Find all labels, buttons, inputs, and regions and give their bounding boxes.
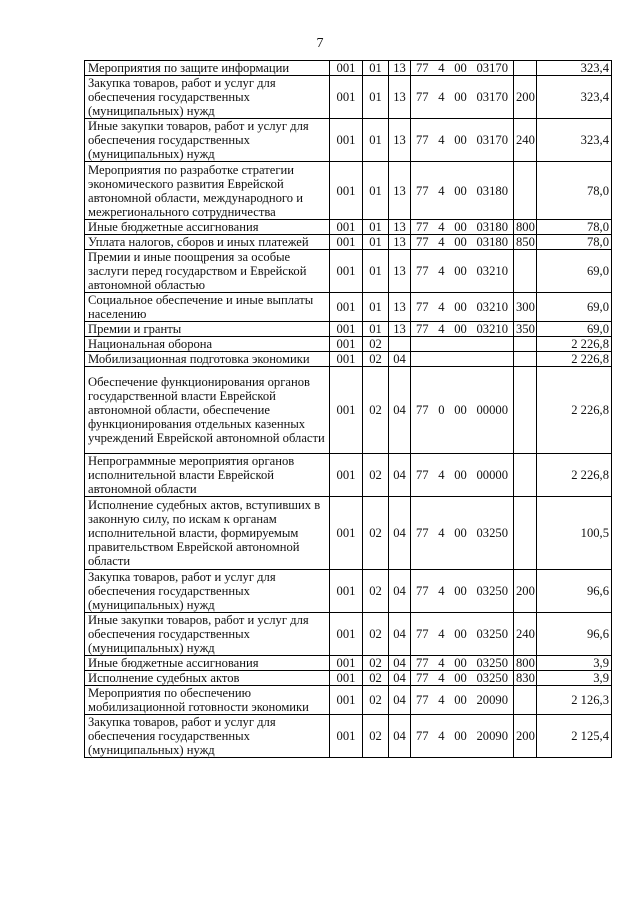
code-part: 77 (416, 322, 429, 336)
row-pr: 13 (389, 250, 411, 293)
code-part: 00 (454, 729, 467, 743)
row-sum: 100,5 (537, 497, 612, 570)
row-ved: 001 (330, 656, 363, 671)
table-row (85, 454, 612, 497)
code-part: 03250 (476, 584, 508, 598)
row-name: Мероприятия по защите информации (85, 61, 330, 76)
code-part: 77 (416, 300, 429, 314)
row-pr: 04 (389, 454, 411, 497)
row-name: Мобилизационная подготовка экономики (85, 352, 330, 367)
row-rz: 02 (363, 454, 389, 497)
row-pr: 13 (389, 119, 411, 162)
row-ved: 001 (330, 367, 363, 454)
target-article-code (413, 671, 511, 685)
code-part: 03180 (476, 235, 508, 249)
code-part: 00000 (476, 468, 508, 482)
row-pr: 04 (389, 570, 411, 613)
code-part: 4 (438, 671, 445, 685)
row-rz: 01 (363, 61, 389, 76)
table-row (85, 162, 612, 220)
code-part: 4 (438, 468, 445, 482)
table-row (85, 352, 612, 367)
row-ved: 001 (330, 76, 363, 119)
code-part: 77 (416, 584, 429, 598)
row-name: Премии и иные поощрения за особые заслуги перед государством и Еврейской автономной областью (85, 250, 330, 293)
code-part: 77 (416, 526, 429, 540)
row-vr: 850 (514, 235, 537, 250)
row-rz: 01 (363, 220, 389, 235)
code-part: 77 (416, 133, 429, 147)
code-part: 03180 (476, 183, 508, 198)
code-part: 00 (454, 656, 467, 670)
table-row (85, 570, 612, 613)
row-sum: 2 226,8 (537, 454, 612, 497)
row-cs (411, 162, 514, 220)
row-sum: 2 126,3 (537, 686, 612, 715)
row-ved: 001 (330, 61, 363, 76)
target-article-code (413, 627, 511, 641)
code-part: 4 (438, 133, 445, 147)
target-article-code (413, 403, 511, 417)
row-name: Социальное обеспечение и иные выплаты населению (85, 293, 330, 322)
code-part: 4 (438, 300, 445, 314)
row-ved: 001 (330, 570, 363, 613)
row-name: Закупка товаров, работ и услуг для обеспечения государственных (муниципальных) нужд (85, 715, 330, 758)
row-pr: 13 (389, 76, 411, 119)
code-part: 03250 (476, 526, 508, 540)
row-rz: 02 (363, 613, 389, 656)
row-name: Уплата налогов, сборов и иных платежей (85, 235, 330, 250)
row-sum: 69,0 (537, 250, 612, 293)
row-rz: 02 (363, 715, 389, 758)
row-rz: 01 (363, 322, 389, 337)
row-vr (514, 686, 537, 715)
row-pr: 13 (389, 293, 411, 322)
row-rz: 02 (363, 671, 389, 686)
row-sum: 2 125,4 (537, 715, 612, 758)
table-row (85, 686, 612, 715)
code-part: 03250 (476, 627, 508, 641)
table-row (85, 367, 612, 454)
row-pr: 04 (389, 656, 411, 671)
row-rz: 02 (363, 337, 389, 352)
table-row (85, 235, 612, 250)
code-part: 4 (438, 526, 445, 540)
row-vr: 350 (514, 322, 537, 337)
table-row (85, 119, 612, 162)
row-sum: 78,0 (537, 235, 612, 250)
code-part: 00 (454, 468, 467, 482)
code-part: 00 (454, 526, 467, 540)
code-part: 77 (416, 264, 429, 278)
row-name: Иные бюджетные ассигнования (85, 656, 330, 671)
row-rz: 01 (363, 119, 389, 162)
row-vr: 800 (514, 656, 537, 671)
code-part: 4 (438, 584, 445, 598)
row-rz: 01 (363, 293, 389, 322)
target-article-code (413, 133, 511, 147)
row-name: Иные закупки товаров, работ и услуг для обеспечения государственных (муниципальных) нужд (85, 613, 330, 656)
row-rz: 01 (363, 235, 389, 250)
code-part: 00 (454, 627, 467, 641)
code-part: 03170 (476, 90, 508, 104)
row-cs (411, 613, 514, 656)
target-article-code (413, 656, 511, 670)
code-part: 4 (438, 627, 445, 641)
row-sum: 2 226,8 (537, 367, 612, 454)
row-vr (514, 162, 537, 220)
row-pr: 04 (389, 671, 411, 686)
code-part: 77 (416, 61, 429, 75)
row-vr (514, 497, 537, 570)
table-row (85, 656, 612, 671)
row-vr (514, 61, 537, 76)
row-rz: 01 (363, 162, 389, 220)
row-ved: 001 (330, 497, 363, 570)
target-article-code (413, 264, 511, 278)
target-article-code (413, 61, 511, 75)
table-row (85, 322, 612, 337)
row-sum: 323,4 (537, 119, 612, 162)
target-article-code (413, 468, 511, 482)
code-part: 77 (416, 90, 429, 104)
row-pr: 04 (389, 613, 411, 656)
row-pr: 04 (389, 367, 411, 454)
code-part: 00 (454, 693, 467, 707)
row-pr: 04 (389, 686, 411, 715)
table-row (85, 613, 612, 656)
row-cs (411, 570, 514, 613)
row-ved: 001 (330, 671, 363, 686)
row-vr: 200 (514, 76, 537, 119)
row-ved: 001 (330, 686, 363, 715)
target-article-code (413, 584, 511, 598)
code-part: 4 (438, 183, 445, 198)
row-vr: 800 (514, 220, 537, 235)
row-rz: 02 (363, 367, 389, 454)
row-vr: 200 (514, 570, 537, 613)
row-rz: 02 (363, 497, 389, 570)
row-sum: 69,0 (537, 322, 612, 337)
budget-table (84, 60, 612, 758)
code-part: 77 (416, 627, 429, 641)
table-row (85, 671, 612, 686)
code-part: 00 (454, 133, 467, 147)
code-part: 77 (416, 220, 429, 234)
row-rz: 02 (363, 656, 389, 671)
row-pr: 13 (389, 235, 411, 250)
row-name: Исполнение судебных актов, вступивших в законную силу, по искам к органам исполнительной власти, формируемым правительством Еврейской автономной области (85, 497, 330, 570)
row-vr (514, 337, 537, 352)
table-row (85, 61, 612, 76)
row-ved: 001 (330, 162, 363, 220)
code-part: 00 (454, 584, 467, 598)
table-row (85, 220, 612, 235)
target-article-code (413, 90, 511, 104)
row-cs (411, 250, 514, 293)
row-cs (411, 715, 514, 758)
row-sum: 96,6 (537, 613, 612, 656)
row-vr: 200 (514, 715, 537, 758)
row-sum: 323,4 (537, 61, 612, 76)
row-vr (514, 352, 537, 367)
row-cs (411, 322, 514, 337)
code-part: 00 (454, 220, 467, 234)
row-name: Закупка товаров, работ и услуг для обеспечения государственных (муниципальных) нужд (85, 570, 330, 613)
row-ved: 001 (330, 119, 363, 162)
row-pr: 04 (389, 715, 411, 758)
code-part: 03210 (476, 264, 508, 278)
page-number: 7 (316, 36, 324, 51)
table-row (85, 715, 612, 758)
code-part: 4 (438, 693, 445, 707)
row-rz: 01 (363, 250, 389, 293)
row-cs (411, 61, 514, 76)
code-part: 4 (438, 235, 445, 249)
row-vr: 300 (514, 293, 537, 322)
code-part: 00 (454, 403, 467, 417)
row-pr: 04 (389, 352, 411, 367)
row-ved: 001 (330, 235, 363, 250)
row-name: Обеспечение функционирования органов государственной власти Еврейской автономной области, обеспечение функционирования отдельных казенных учреждений Еврейской автономной области (85, 367, 330, 454)
row-sum: 3,9 (537, 671, 612, 686)
target-article-code (413, 693, 511, 707)
row-ved: 001 (330, 454, 363, 497)
row-rz: 02 (363, 686, 389, 715)
code-part: 77 (416, 671, 429, 685)
row-sum: 323,4 (537, 76, 612, 119)
table-row (85, 76, 612, 119)
code-part: 4 (438, 656, 445, 670)
code-part: 03170 (476, 133, 508, 147)
code-part: 20090 (476, 729, 508, 743)
row-cs (411, 337, 514, 352)
code-part: 03210 (476, 322, 508, 336)
code-part: 77 (416, 403, 429, 417)
code-part: 03170 (476, 61, 508, 75)
code-part: 03250 (476, 671, 508, 685)
row-name: Мероприятия по обеспечению мобилизационной готовности экономики (85, 686, 330, 715)
code-part: 00 (454, 183, 467, 198)
code-part: 03210 (476, 300, 508, 314)
table-body (85, 61, 612, 758)
row-name: Исполнение судебных актов (85, 671, 330, 686)
code-part: 77 (416, 729, 429, 743)
code-part: 77 (416, 656, 429, 670)
row-ved: 001 (330, 613, 363, 656)
target-article-code (413, 235, 511, 249)
row-vr (514, 454, 537, 497)
code-part: 77 (416, 468, 429, 482)
code-part: 00 (454, 300, 467, 314)
target-article-code (413, 300, 511, 314)
row-name: Национальная оборона (85, 337, 330, 352)
target-article-code (413, 526, 511, 540)
row-vr (514, 250, 537, 293)
code-part: 00 (454, 61, 467, 75)
code-part: 4 (438, 61, 445, 75)
row-ved: 001 (330, 293, 363, 322)
row-vr (514, 367, 537, 454)
row-vr: 240 (514, 613, 537, 656)
code-part: 00 (454, 90, 467, 104)
row-cs (411, 497, 514, 570)
row-cs (411, 293, 514, 322)
code-part: 00 (454, 264, 467, 278)
row-pr: 13 (389, 61, 411, 76)
row-ved: 001 (330, 322, 363, 337)
row-ved: 001 (330, 352, 363, 367)
table-row (85, 337, 612, 352)
row-vr: 240 (514, 119, 537, 162)
code-part: 00000 (476, 403, 508, 417)
row-rz: 01 (363, 76, 389, 119)
code-part: 4 (438, 90, 445, 104)
code-part: 00 (454, 235, 467, 249)
target-article-code (413, 184, 511, 198)
row-pr: 04 (389, 497, 411, 570)
row-pr (389, 337, 411, 352)
row-sum: 96,6 (537, 570, 612, 613)
row-sum: 2 226,8 (537, 337, 612, 352)
table-row (85, 250, 612, 293)
row-sum: 3,9 (537, 656, 612, 671)
row-ved: 001 (330, 220, 363, 235)
row-name: Иные бюджетные ассигнования (85, 220, 330, 235)
row-vr: 830 (514, 671, 537, 686)
row-sum: 2 226,8 (537, 352, 612, 367)
code-part: 4 (438, 322, 445, 336)
code-part: 03180 (476, 220, 508, 234)
row-ved: 001 (330, 715, 363, 758)
target-article-code (413, 220, 511, 234)
row-cs (411, 454, 514, 497)
row-cs (411, 119, 514, 162)
row-ved: 001 (330, 337, 363, 352)
table-row (85, 497, 612, 570)
row-cs (411, 220, 514, 235)
table-row (85, 293, 612, 322)
row-pr: 13 (389, 220, 411, 235)
row-ved: 001 (330, 250, 363, 293)
code-part: 77 (416, 235, 429, 249)
row-rz: 02 (363, 570, 389, 613)
row-name: Закупка товаров, работ и услуг для обеспечения государственных (муниципальных) нужд (85, 76, 330, 119)
code-part: 00 (454, 322, 467, 336)
row-cs (411, 76, 514, 119)
row-name: Мероприятия по разработке стратегии экономического развития Еврейской автономной области, международного и межрегионального сотрудничества (85, 162, 330, 220)
row-sum: 69,0 (537, 293, 612, 322)
row-sum: 78,0 (537, 220, 612, 235)
code-part: 00 (454, 671, 467, 685)
code-part: 20090 (476, 693, 508, 707)
row-sum: 78,0 (537, 162, 612, 220)
row-pr: 13 (389, 162, 411, 220)
row-name: Премии и гранты (85, 322, 330, 337)
code-part: 4 (438, 729, 445, 743)
code-part: 77 (416, 693, 429, 707)
row-name: Непрограммные мероприятия органов исполнительной власти Еврейской автономной области (85, 454, 330, 497)
row-cs (411, 656, 514, 671)
row-name: Иные закупки товаров, работ и услуг для обеспечения государственных (муниципальных) нужд (85, 119, 330, 162)
code-part: 4 (438, 264, 445, 278)
code-part: 03250 (476, 656, 508, 670)
row-cs (411, 367, 514, 454)
code-part: 77 (416, 183, 429, 198)
code-part: 4 (438, 220, 445, 234)
row-rz: 02 (363, 352, 389, 367)
row-cs (411, 671, 514, 686)
code-part: 0 (438, 403, 445, 417)
target-article-code (413, 729, 511, 743)
target-article-code (413, 322, 511, 336)
row-pr: 13 (389, 322, 411, 337)
row-cs (411, 352, 514, 367)
row-cs (411, 686, 514, 715)
row-cs (411, 235, 514, 250)
